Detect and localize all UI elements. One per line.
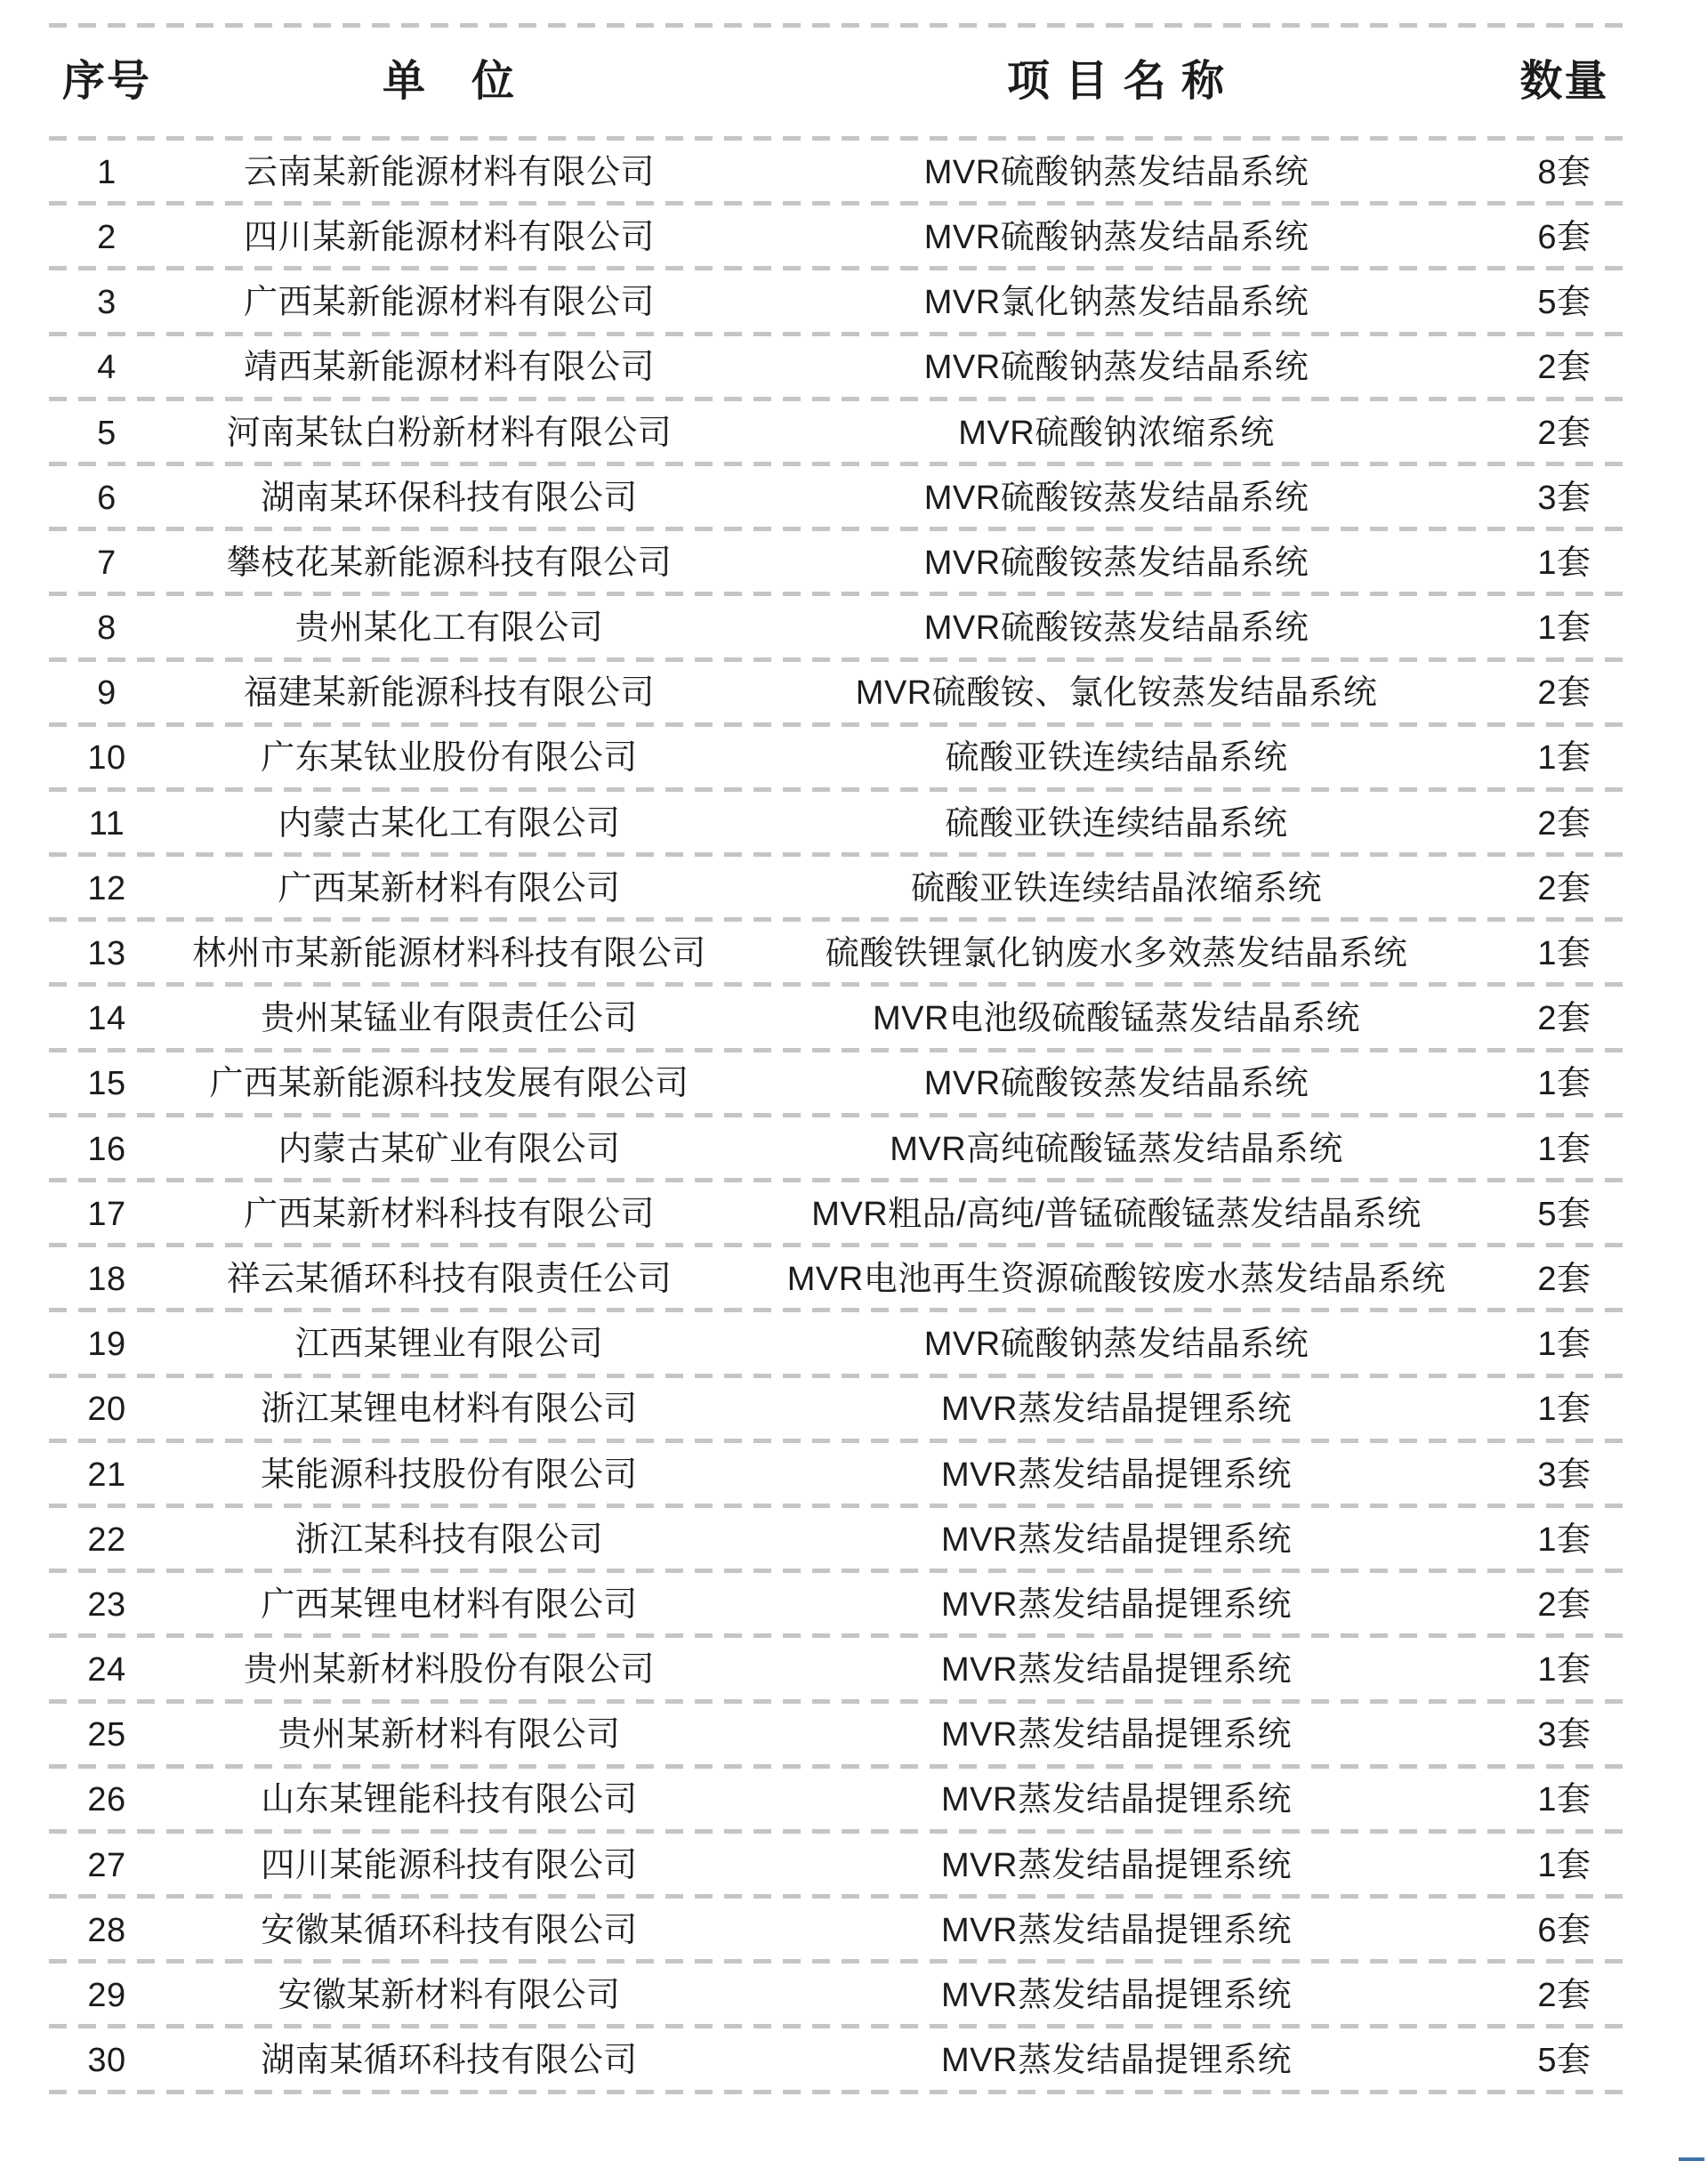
table-row bbox=[49, 2028, 1630, 2093]
project-cell: MVR蒸发结晶提锂系统 bbox=[941, 1455, 1292, 1494]
project-cell: MVR硫酸铵蒸发结晶系统 bbox=[923, 1065, 1309, 1103]
row-index-cell: 4 bbox=[97, 349, 117, 387]
company-cell: 广西某新能源材料有限公司 bbox=[243, 284, 655, 322]
project-cell: MVR电池再生资源硫酸铵废水蒸发结晶系统 bbox=[786, 1260, 1446, 1298]
row-index-cell: 27 bbox=[87, 1846, 126, 1884]
project-cell: 硫酸亚铁连续结晶系统 bbox=[945, 804, 1288, 843]
project-cell: 硫酸亚铁连续结晶系统 bbox=[945, 739, 1288, 778]
reference-project-table bbox=[49, 23, 1630, 2094]
quantity-cell: 5套 bbox=[1537, 2042, 1591, 2080]
table-row bbox=[49, 1704, 1630, 1769]
company-cell: 内蒙古某矿业有限公司 bbox=[278, 1130, 621, 1168]
quantity-cell: 6套 bbox=[1537, 1911, 1591, 1949]
company-cell: 云南某新能源材料有限公司 bbox=[243, 153, 655, 191]
project-cell: MVR高纯硫酸锰蒸发结晶系统 bbox=[890, 1130, 1343, 1168]
row-index-cell: 8 bbox=[97, 609, 117, 648]
quantity-cell: 1套 bbox=[1537, 1651, 1591, 1689]
table-row bbox=[49, 1117, 1630, 1182]
project-cell: MVR硫酸铵蒸发结晶系统 bbox=[923, 479, 1309, 517]
quantity-cell: 2套 bbox=[1537, 1585, 1591, 1624]
project-cell: MVR硫酸铵、氯化铵蒸发结晶系统 bbox=[855, 674, 1378, 713]
table-row bbox=[49, 987, 1630, 1052]
company-cell: 四川某新能源材料有限公司 bbox=[243, 218, 655, 256]
table-row bbox=[49, 1052, 1630, 1117]
quantity-cell: 1套 bbox=[1537, 935, 1591, 972]
column-header-index: 序号 bbox=[61, 58, 151, 106]
project-cell: MVR硫酸钠浓缩系统 bbox=[958, 414, 1275, 452]
company-cell: 贵州某新材料股份有限公司 bbox=[243, 1651, 655, 1689]
company-cell: 广西某新材料科技有限公司 bbox=[243, 1195, 655, 1233]
project-cell: MVR蒸发结晶提锂系统 bbox=[941, 1520, 1292, 1559]
quantity-cell: 1套 bbox=[1537, 1781, 1591, 1819]
company-cell: 浙江某科技有限公司 bbox=[294, 1520, 604, 1559]
quantity-cell: 3套 bbox=[1537, 1716, 1591, 1754]
company-cell: 某能源科技股份有限公司 bbox=[261, 1455, 638, 1494]
quantity-cell: 2套 bbox=[1537, 1260, 1591, 1298]
project-cell: MVR硫酸钠蒸发结晶系统 bbox=[923, 349, 1309, 387]
project-cell: 硫酸铁锂氯化钠废水多效蒸发结晶系统 bbox=[825, 935, 1408, 972]
table-row bbox=[49, 531, 1630, 596]
row-index-cell: 14 bbox=[87, 1000, 126, 1038]
company-cell: 河南某钛白粉新材料有限公司 bbox=[226, 414, 673, 452]
row-index-cell: 15 bbox=[87, 1065, 126, 1103]
company-cell: 山东某锂能科技有限公司 bbox=[261, 1781, 638, 1819]
project-cell: MVR硫酸钠蒸发结晶系统 bbox=[923, 218, 1309, 256]
table-row bbox=[49, 1963, 1630, 2028]
company-cell: 四川某能源科技有限公司 bbox=[261, 1846, 638, 1884]
table-body bbox=[49, 141, 1630, 2094]
table-row bbox=[49, 1769, 1630, 1834]
row-index-cell: 26 bbox=[87, 1781, 126, 1819]
quantity-cell: 2套 bbox=[1537, 349, 1591, 387]
quantity-cell: 5套 bbox=[1537, 1195, 1591, 1233]
row-index-cell: 30 bbox=[87, 2042, 126, 2080]
project-cell: MVR蒸发结晶提锂系统 bbox=[941, 1911, 1292, 1949]
row-index-cell: 1 bbox=[97, 153, 117, 191]
row-index-cell: 21 bbox=[87, 1455, 126, 1494]
row-index-cell: 19 bbox=[87, 1326, 126, 1364]
table-row bbox=[49, 336, 1630, 401]
company-cell: 贵州某锰业有限责任公司 bbox=[261, 1000, 638, 1038]
row-index-cell: 28 bbox=[87, 1911, 126, 1949]
company-cell: 攀枝花某新能源科技有限公司 bbox=[226, 544, 673, 582]
row-index-cell: 13 bbox=[87, 935, 126, 972]
row-index-cell: 29 bbox=[87, 1977, 126, 2014]
table-row bbox=[49, 727, 1630, 792]
row-index-cell: 25 bbox=[87, 1716, 126, 1754]
row-index-cell: 12 bbox=[87, 869, 126, 907]
row-index-cell: 10 bbox=[87, 739, 126, 778]
column-header-project: 项 目 名 称 bbox=[1006, 58, 1226, 106]
quantity-cell: 1套 bbox=[1537, 544, 1591, 582]
row-index-cell: 20 bbox=[87, 1391, 126, 1429]
quantity-cell: 1套 bbox=[1537, 1130, 1591, 1168]
table-row bbox=[49, 857, 1630, 922]
table-row bbox=[49, 401, 1630, 466]
project-cell: MVR电池级硫酸锰蒸发结晶系统 bbox=[873, 1000, 1360, 1038]
table-row bbox=[49, 662, 1630, 727]
project-cell: MVR蒸发结晶提锂系统 bbox=[941, 1585, 1292, 1624]
table-row bbox=[49, 792, 1630, 857]
row-index-cell: 6 bbox=[97, 479, 117, 517]
page-corner-blue-mark bbox=[1679, 2157, 1704, 2161]
quantity-cell: 2套 bbox=[1537, 869, 1591, 907]
table-row bbox=[49, 206, 1630, 270]
quantity-cell: 1套 bbox=[1537, 1520, 1591, 1559]
row-index-cell: 3 bbox=[97, 284, 117, 322]
company-cell: 贵州某新材料有限公司 bbox=[278, 1716, 621, 1754]
row-index-cell: 23 bbox=[87, 1585, 126, 1624]
company-cell: 广西某新能源科技发展有限公司 bbox=[209, 1065, 689, 1103]
project-cell: MVR硫酸钠蒸发结晶系统 bbox=[923, 153, 1309, 191]
project-cell: MVR蒸发结晶提锂系统 bbox=[941, 1716, 1292, 1754]
column-header-quantity: 数量 bbox=[1519, 58, 1609, 106]
quantity-cell: 1套 bbox=[1537, 1065, 1591, 1103]
project-cell: MVR蒸发结晶提锂系统 bbox=[941, 1781, 1292, 1819]
table-row bbox=[49, 1899, 1630, 1963]
quantity-cell: 1套 bbox=[1537, 739, 1591, 778]
quantity-cell: 1套 bbox=[1537, 1846, 1591, 1884]
table-row bbox=[49, 1182, 1630, 1247]
quantity-cell: 2套 bbox=[1537, 804, 1591, 843]
table-row bbox=[49, 1443, 1630, 1508]
table-row bbox=[49, 1573, 1630, 1638]
row-index-cell: 18 bbox=[87, 1260, 126, 1298]
project-cell: MVR蒸发结晶提锂系统 bbox=[941, 1846, 1292, 1884]
project-cell: MVR蒸发结晶提锂系统 bbox=[941, 1977, 1292, 2014]
project-cell: MVR粗品/高纯/普锰硫酸锰蒸发结晶系统 bbox=[811, 1195, 1422, 1233]
row-index-cell: 7 bbox=[97, 544, 117, 582]
company-cell: 安徽某新材料有限公司 bbox=[278, 1977, 621, 2014]
quantity-cell: 2套 bbox=[1537, 1977, 1591, 2014]
company-cell: 靖西某新能源材料有限公司 bbox=[243, 349, 655, 387]
company-cell: 安徽某循环科技有限公司 bbox=[261, 1911, 638, 1949]
quantity-cell: 2套 bbox=[1537, 674, 1591, 713]
company-cell: 广西某锂电材料有限公司 bbox=[261, 1585, 638, 1624]
table-row bbox=[49, 466, 1630, 531]
row-index-cell: 5 bbox=[97, 414, 117, 452]
quantity-cell: 2套 bbox=[1537, 414, 1591, 452]
project-cell: MVR蒸发结晶提锂系统 bbox=[941, 2042, 1292, 2080]
quantity-cell: 5套 bbox=[1537, 284, 1591, 322]
quantity-cell: 3套 bbox=[1537, 479, 1591, 517]
table-row bbox=[49, 1834, 1630, 1899]
quantity-cell: 2套 bbox=[1537, 1000, 1591, 1038]
project-cell: MVR蒸发结晶提锂系统 bbox=[941, 1391, 1292, 1429]
row-index-cell: 24 bbox=[87, 1651, 126, 1689]
project-cell: MVR氯化钠蒸发结晶系统 bbox=[923, 284, 1309, 322]
table-row bbox=[49, 1247, 1630, 1312]
company-cell: 内蒙古某化工有限公司 bbox=[278, 804, 621, 843]
company-cell: 广西某新材料有限公司 bbox=[278, 869, 621, 907]
project-cell: MVR蒸发结晶提锂系统 bbox=[941, 1651, 1292, 1689]
project-cell: MVR硫酸铵蒸发结晶系统 bbox=[923, 544, 1309, 582]
quantity-cell: 1套 bbox=[1537, 1391, 1591, 1429]
company-cell: 湖南某环保科技有限公司 bbox=[261, 479, 638, 517]
quantity-cell: 3套 bbox=[1537, 1455, 1591, 1494]
company-cell: 浙江某锂电材料有限公司 bbox=[261, 1391, 638, 1429]
row-index-cell: 11 bbox=[88, 804, 125, 843]
table-row bbox=[49, 1312, 1630, 1377]
quantity-cell: 1套 bbox=[1537, 609, 1591, 648]
row-index-cell: 17 bbox=[87, 1195, 126, 1233]
company-cell: 福建某新能源科技有限公司 bbox=[243, 674, 655, 713]
company-cell: 湖南某循环科技有限公司 bbox=[261, 2042, 638, 2080]
table-row bbox=[49, 1378, 1630, 1443]
table-row bbox=[49, 1508, 1630, 1573]
quantity-cell: 1套 bbox=[1537, 1326, 1591, 1364]
company-cell: 贵州某化工有限公司 bbox=[294, 609, 604, 648]
table-row bbox=[49, 922, 1630, 987]
project-cell: MVR硫酸钠蒸发结晶系统 bbox=[923, 1326, 1309, 1364]
project-cell: 硫酸亚铁连续结晶浓缩系统 bbox=[910, 869, 1322, 907]
row-index-cell: 16 bbox=[87, 1130, 126, 1168]
row-index-cell: 9 bbox=[97, 674, 117, 713]
row-index-cell: 22 bbox=[87, 1520, 126, 1559]
table-row bbox=[49, 1638, 1630, 1703]
table-row bbox=[49, 141, 1630, 206]
quantity-cell: 8套 bbox=[1537, 153, 1591, 191]
company-cell: 广东某钛业股份有限公司 bbox=[261, 739, 638, 778]
company-cell: 祥云某循环科技有限责任公司 bbox=[226, 1260, 673, 1298]
table-row bbox=[49, 596, 1630, 661]
company-cell: 江西某锂业有限公司 bbox=[294, 1326, 604, 1364]
table-row bbox=[49, 270, 1630, 335]
table-header-row bbox=[49, 23, 1630, 141]
project-cell: MVR硫酸铵蒸发结晶系统 bbox=[923, 609, 1309, 648]
quantity-cell: 6套 bbox=[1537, 218, 1591, 256]
row-index-cell: 2 bbox=[97, 218, 117, 256]
company-cell: 林州市某新能源材料科技有限公司 bbox=[192, 935, 706, 972]
column-header-company: 单 位 bbox=[382, 58, 516, 106]
